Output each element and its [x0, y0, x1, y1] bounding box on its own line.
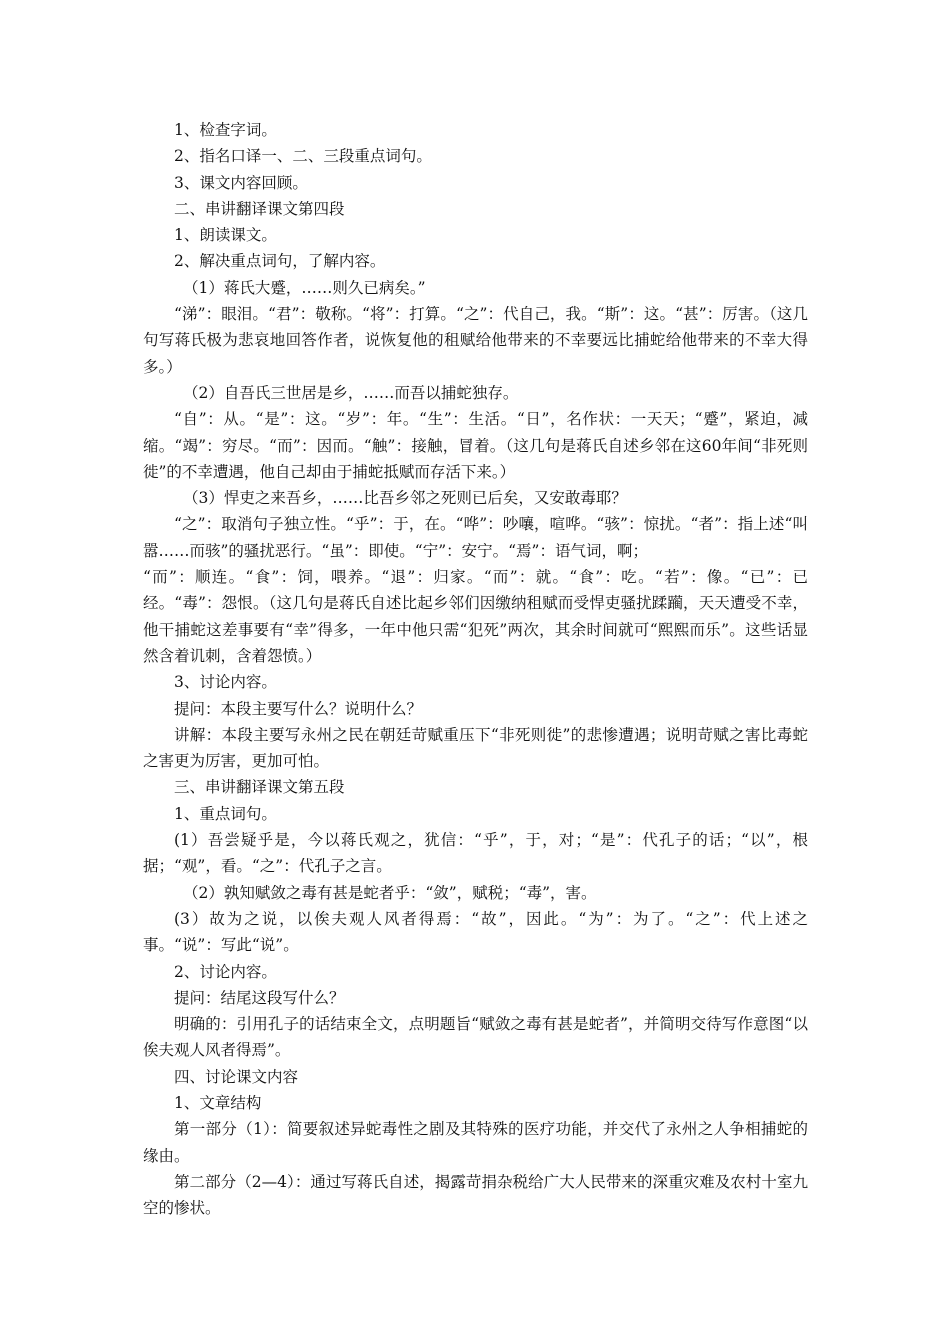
paragraph-read-aloud: 1、朗读课文。 — [174, 226, 277, 245]
answer-paragraph-five: 明确的：引用孔子的话结束全文，点明题旨“赋敛之毒有甚是蛇者”，并简明交待写作意图“以俟夫观人风者得焉”。 — [143, 1015, 808, 1060]
structure-part-two: 第二部分（2—4）：通过写蒋氏自述，揭露苛捐杂税给广大人民带来的深重灾难及农村十室九空的惨状。 — [143, 1172, 808, 1218]
sentence-item-2: （2）孰知赋敛之毒有甚是蛇者乎：“敛”，赋税；“毒”，害。 — [183, 883, 597, 902]
document-body — [143, 117, 808, 1221]
annotation-item-1: “涕”：眼泪。“君”：敬称。“将”：打算。“之”：代自己，我。“斯”：这。“甚”：厉害。（这几句写蒋氏极为悲哀地回答作者，说恢复他的租赋给他带来的不幸要远比捕蛇给他带来的不幸大得多。） — [143, 305, 808, 376]
paragraph-structure: 1、文章结构 — [174, 1093, 262, 1112]
question-paragraph-five: 提问：结尾这段写什么？ — [174, 988, 345, 1007]
section-heading-paragraph-five: 三、串讲翻译课文第五段 — [174, 778, 345, 797]
paragraph-check-words: 1、检查字词。 — [174, 121, 277, 139]
paragraph-discuss-content: 3、讨论内容。 — [174, 673, 277, 692]
paragraph-key-words: 2、解决重点词句，了解内容。 — [174, 252, 386, 271]
question-paragraph-four: 提问：本段主要写什么？说明什么？ — [174, 699, 423, 718]
annotation-item-2: “自”：从。“是”：这。“岁”：年。“生”：生活。“日”，名作状：一天天；“蹙”，紧迫，减缩。“竭”：穷尽。“而”：因而。“触”：接触，冒着。（这几句是蒋氏自述乡邻在这60年间“非死则徙”的不幸遭遇，他自己却由于捕蛇抵赋而存活下来。） — [143, 410, 808, 481]
quote-item-1: （1）蒋氏大蹙，……则久已病矣。” — [183, 278, 426, 297]
quote-item-3: （3）悍吏之来吾乡，……比吾乡邻之死则已后矣，又安敢毒耶？ — [183, 489, 627, 508]
section-heading-paragraph-four: 二、串讲翻译课文第四段 — [174, 199, 345, 218]
paragraph-discuss-content-2: 2、讨论内容。 — [174, 962, 277, 981]
section-heading-discussion: 四、讨论课文内容 — [174, 1067, 299, 1086]
sentence-item-1: (1）吾尝疑乎是，今以蒋氏观之，犹信：“乎”，于，对；“是”：代孔子的话；“以”，根据；“观”，看。“之”：代孔子之言。 — [143, 831, 808, 876]
paragraph-key-sentences: 1、重点词句。 — [174, 804, 277, 823]
paragraph-oral-translation: 2、指名口译一、二、三段重点词句。 — [174, 147, 432, 166]
sentence-item-3: (3）故为之说，以俟夫观人风者得焉：“故”，因此。“为”：为了。“之”：代上述之事。“说”：写此“说”。 — [143, 909, 808, 955]
structure-part-one: 第一部分（1）：简要叙述异蛇毒性之剧及其特殊的医疗功能，并交代了永州之人争相捕蛇的缘由。 — [143, 1120, 808, 1165]
annotation-item-3b: “而”：顺连。“食”：饲，喂养。“退”：归家。“而”：就。“食”：吃。“若”：像。“已”：已经。“毒”：怨恨。（这几句是蒋氏自述比起乡邻们因缴纳租赋而受悍吏骚扰蹂躏，天天遭受不幸，他干捕蛇这差事要有“幸”得多，一年中他只需“犯死”两次，其余时间就可“熙熙而乐”。这些话显然含着讥刺，含着怨愤。） — [143, 568, 808, 665]
quote-item-2: （2）自吾氏三世居是乡，……而吾以捕蛇独存。 — [183, 383, 519, 402]
annotation-item-3a: “之”：取消句子独立性。“乎”：于，在。“哗”：吵嚷，喧哗。“骇”：惊扰。“者”：指上述“叫嚣……而骇”的骚扰恶行。“虽”：即使。“宁”：安宁。“焉”：语气词，啊； — [143, 515, 808, 560]
explanation-paragraph-four: 讲解：本段主要写永州之民在朝廷苛赋重压下“非死则徙”的悲惨遭遇；说明苛赋之害比毒蛇之害更为厉害，更加可怕。 — [143, 725, 808, 771]
paragraph-content-review: 3、课文内容回顾。 — [174, 173, 308, 192]
